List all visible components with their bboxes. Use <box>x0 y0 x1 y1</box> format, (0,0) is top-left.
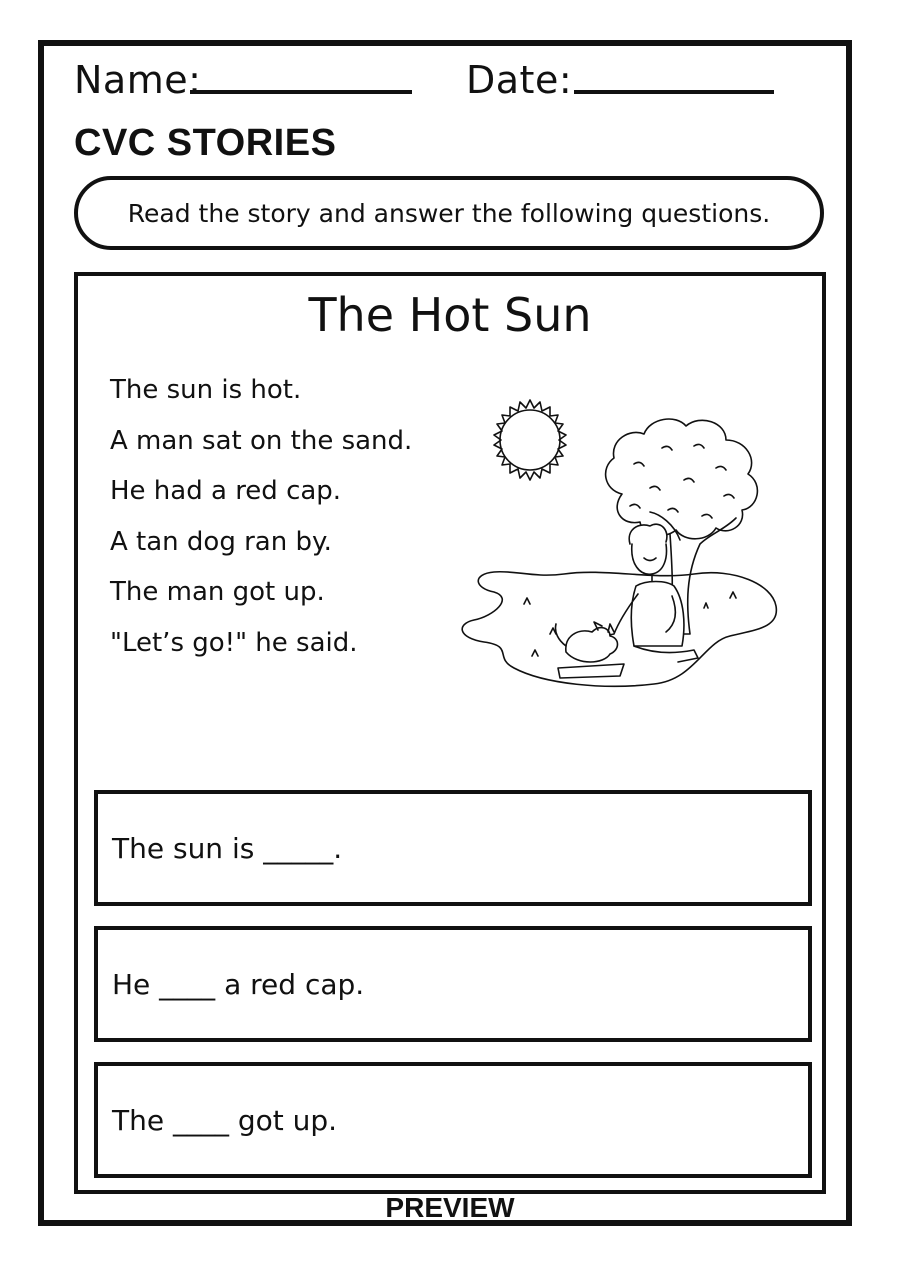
instructions-box <box>74 176 824 250</box>
question-box-1[interactable] <box>94 790 812 906</box>
name-field[interactable] <box>190 90 412 94</box>
story-line: The man got up. <box>110 577 325 607</box>
question-text: The sun is _____. <box>112 831 343 865</box>
story-line: A tan dog ran by. <box>110 526 332 557</box>
sun-icon <box>494 400 566 480</box>
name-label: Name: <box>74 58 202 102</box>
question-box-2[interactable] <box>94 926 812 1042</box>
worksheet-title: CVC STORIES <box>74 122 337 164</box>
preview-label: PREVIEW <box>385 1192 515 1223</box>
instructions-text: Read the story and answer the following questions. <box>127 198 771 228</box>
sun-tree-man-dog-illustration <box>454 384 784 694</box>
story-line: A man sat on the sand. <box>110 425 413 456</box>
story-line: He had a red cap. <box>110 476 342 506</box>
story-lines <box>110 372 412 675</box>
question-text: The ____ got up. <box>112 1103 338 1137</box>
story-title: The Hot Sun <box>308 288 592 342</box>
story-line: "Let’s go!" he said. <box>110 627 358 658</box>
story-line: The sun is hot. <box>110 375 302 405</box>
date-field[interactable] <box>574 90 774 94</box>
date-label: Date: <box>466 58 573 102</box>
question-box-3[interactable] <box>94 1062 812 1178</box>
question-text: He ____ a red cap. <box>112 967 365 1001</box>
